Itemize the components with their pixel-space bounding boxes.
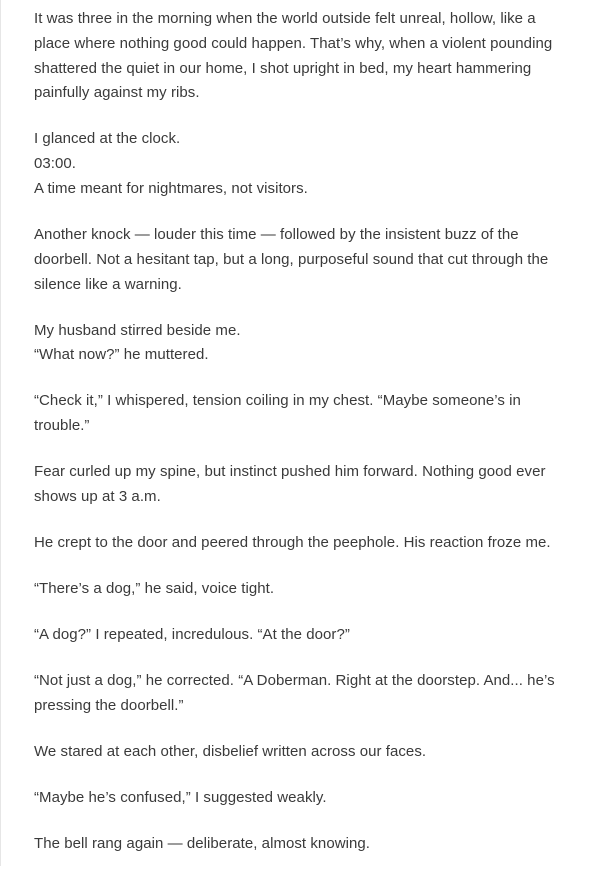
paragraph-line: “Not just a dog,” he corrected. “A Doberman. Right at the doorstep. And... he’s — [34, 671, 555, 689]
paragraph-line: doorbell. Not a hesitant tap, but a long, purposeful sound that cut through the — [34, 250, 549, 268]
paragraph-line: The bell rang again — deliberate, almost knowing. — [34, 834, 370, 852]
paragraph-7 — [34, 531, 574, 556]
paragraph-line: I glanced at the clock. — [34, 130, 181, 148]
paragraph-line: “What now?” he muttered. — [34, 346, 209, 364]
paragraph-6 — [34, 460, 574, 510]
paragraph-11 — [34, 740, 574, 765]
paragraph-13 — [34, 832, 574, 857]
paragraph-line: Fear curled up my spine, but instinct pushed him forward. Nothing good ever — [34, 463, 546, 481]
paragraph-9 — [34, 623, 574, 648]
paragraph-line: shattered the quiet in our home, I shot upright in bed, my heart hammering — [34, 59, 532, 77]
paragraph-line: silence like a warning. — [34, 275, 182, 293]
paragraph-4 — [34, 319, 574, 369]
paragraph-line: “Check it,” I whispered, tension coiling in my chest. “Maybe someone’s in — [34, 392, 521, 410]
paragraph-3 — [34, 223, 574, 297]
paragraph-line: We stared at each other, disbelief written across our faces. — [34, 742, 427, 760]
paragraph-line: shows up at 3 a.m. — [34, 487, 161, 505]
story-article — [34, 7, 574, 878]
paragraph-line: Another knock — louder this time — followed by the insistent buzz of the — [34, 225, 519, 243]
paragraph-line: 03:00. — [34, 155, 77, 173]
paragraph-10 — [34, 669, 574, 719]
paragraph-1 — [34, 7, 574, 106]
paragraph-line: My husband stirred beside me. — [34, 321, 241, 339]
paragraph-line: place where nothing good could happen. That’s why, when a violent pounding — [34, 34, 553, 52]
paragraph-8 — [34, 577, 574, 602]
paragraph-line: “Maybe he’s confused,” I suggested weakly. — [34, 788, 327, 806]
paragraph-12 — [34, 786, 574, 811]
paragraph-line: painfully against my ribs. — [34, 84, 200, 102]
left-border-divider — [0, 0, 1, 866]
paragraph-line: A time meant for nightmares, not visitors. — [34, 179, 308, 197]
paragraph-5 — [34, 389, 574, 439]
paragraph-line: It was three in the morning when the world outside felt unreal, hollow, like a — [34, 10, 536, 27]
paragraph-line: He crept to the door and peered through the peephole. His reaction froze me. — [34, 533, 551, 551]
paragraph-line: “There’s a dog,” he said, voice tight. — [34, 579, 275, 597]
paragraph-line: pressing the doorbell.” — [34, 696, 184, 714]
paragraph-line: trouble.” — [34, 417, 90, 435]
paragraph-line: “A dog?” I repeated, incredulous. “At the door?” — [34, 625, 350, 643]
paragraph-2 — [34, 127, 574, 201]
